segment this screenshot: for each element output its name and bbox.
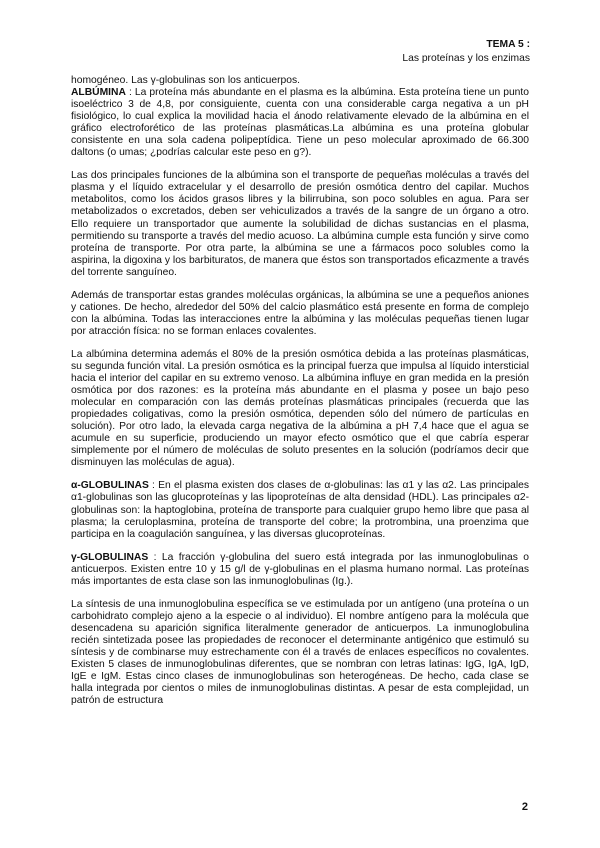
paragraph-text: Las dos principales funciones de la albúmina son el transporte de pequeñas moléculas a través del plasma y el líquido extracelular y el desarrollo de presión osmótica dentro del capilar. Muchos metabolitos, como los ácidos grasos libres y la bilirrubina, son poco solubles en agua. Para ser metabolizados o excretados, deben ser vehiculizados a través de la sangre de un órgano a otro. Ello requiere un transportador que aumente la solubilidad de dichas sustancias en el plasma, permitiendo su transporte a través del medio acuoso. La albúmina cumple esta función y sirve como proteína de transporte. Por otra parte, la albúmina se une a fármacos poco solubles como la aspirina, la digoxina y los barbituratos, de manera que éstos son transportados eficazmente a través del torrente sanguíneo.: [71, 170, 529, 278]
page-number: 2: [521, 801, 528, 813]
paragraph-text: homogéneo. Las γ-globulinas son los anticuerpos.: [71, 75, 300, 86]
page-header: [402, 38, 530, 66]
paragraph: [71, 349, 529, 469]
paragraph-text: : La fracción γ-globulina del suero está integrada por las inmunoglobulinas o anticuerpos. Existen entre 10 y 15 g/l de γ-globulinas en el plasma humano normal. Las proteínas más importantes de esta clase son las inmunoglobulinas (Ig.).: [71, 551, 529, 587]
paragraph-text: Además de transportar estas grandes moléculas orgánicas, la albúmina se une a pequeños aniones y cationes. De hecho, alrededor del 50% del calcio plasmático está presente en forma de complejo con la albúmina. Todas las interacciones entre la albúmina y las moléculas pequeñas tienen lugar por atracción física: no se forman enlaces covalentes.: [71, 289, 529, 337]
body-text: [71, 75, 529, 707]
paragraph: [71, 75, 529, 87]
paragraph-gamma-globulinas: [71, 552, 529, 588]
paragraph-text: : En el plasma existen dos clases de α-globulinas: las α1 y las α2. Las principales α1-globulinas son las glucoproteínas y las lipoproteínas de alta densidad (HDL). Las principales α2-globulinas son: la haptoglobina, proteína de transporte para cualquier grupo hemo libre que pasa al plasma; la ceruloplasmina, proteína de transporte del cobre; la protrombina, una proenzima que participa en la coagulación sanguínea, y las diversas glucoproteínas.: [71, 480, 529, 540]
paragraph: [71, 170, 529, 278]
paragraph: [71, 290, 529, 338]
paragraph-alfa-globulinas: [71, 480, 529, 540]
paragraph-text: La albúmina determina además el 80% de la presión osmótica debida a las proteínas plasmáticas, su segunda función vital. La presión osmótica es la principal fuerza que impulsa al líquido intersticial hacia el interior del capilar en su extremo venoso. La albúmina influye en gran medida en la presión osmótica por dos razones: es la proteína más abundante en el plasma y posee un bajo peso molecular en comparación con las demás proteínas plasmáticas principales (recuerda que las propiedades coligativas, como la presión osmótica, dependen sólo del número de partículas en solución). Por otro lado, la elevada carga negativa de la albúmina a pH 7,4 hace que el agua se acumule en su superficie, produciendo un mayor efecto osmótico que el que cabría esperar simplemente por el número de moléculas de soluto presentes en la solución (podríamos decir que disminuyen las moléculas de agua).: [71, 348, 529, 469]
paragraph-albumina: [71, 87, 529, 159]
term-gamma-globulinas: γ-GLOBULINAS: [71, 551, 149, 563]
header-subtitle: Las proteínas y los enzimas: [402, 53, 530, 64]
paragraph-text: La síntesis de una inmunoglobulina específica se ve estimulada por un antígeno (una proteína o un carbohidrato complejo ajeno a la especie o al individuo). El nombre antígeno para la molécula que desencadena su aparición significa literalmente generador de anticuerpos. La inmunoglobulina recién sintetizada posee las propiedades de reconocer el determinante antigénico que estimuló su síntesis y de combinarse muy estrechamente con él a través de enlaces específicos no covalentes. Existen 5 clases de inmunoglobulinas diferentes, que se nombran con letras latinas: IgG, IgA, IgD, IgE e IgM. Estas cinco clases de inmunoglobulinas son heterogéneas. De hecho, cada clase se halla integrada por cientos o miles de inmunoglobulinas distintas. A pesar de esta complejidad, un patrón de estructura: [71, 598, 529, 707]
paragraph: [71, 599, 529, 707]
term-alfa-globulinas: α-GLOBULINAS: [71, 480, 149, 492]
term-albumina: ALBÚMINA: [71, 87, 126, 99]
header-title: TEMA 5 :: [486, 39, 530, 50]
paragraph-text: : La proteína más abundante en el plasma es la albúmina. Esta proteína tiene un punto isoeléctrico 3 de 4,8, por consiguiente, cuenta con una considerable carga negativa a un pH fisiológico, lo cual explica la movilidad hacia el ánodo relativamente elevado de la albúmina en el gráfico electroforético de las proteínas plasmáticas.La albúmina es una proteína globular consistente en una sola cadena polipeptídica. Tiene un peso molecular aproximado de 66.300 daltons (o umas; ¿podrías calcular este peso en g?).: [71, 87, 529, 159]
